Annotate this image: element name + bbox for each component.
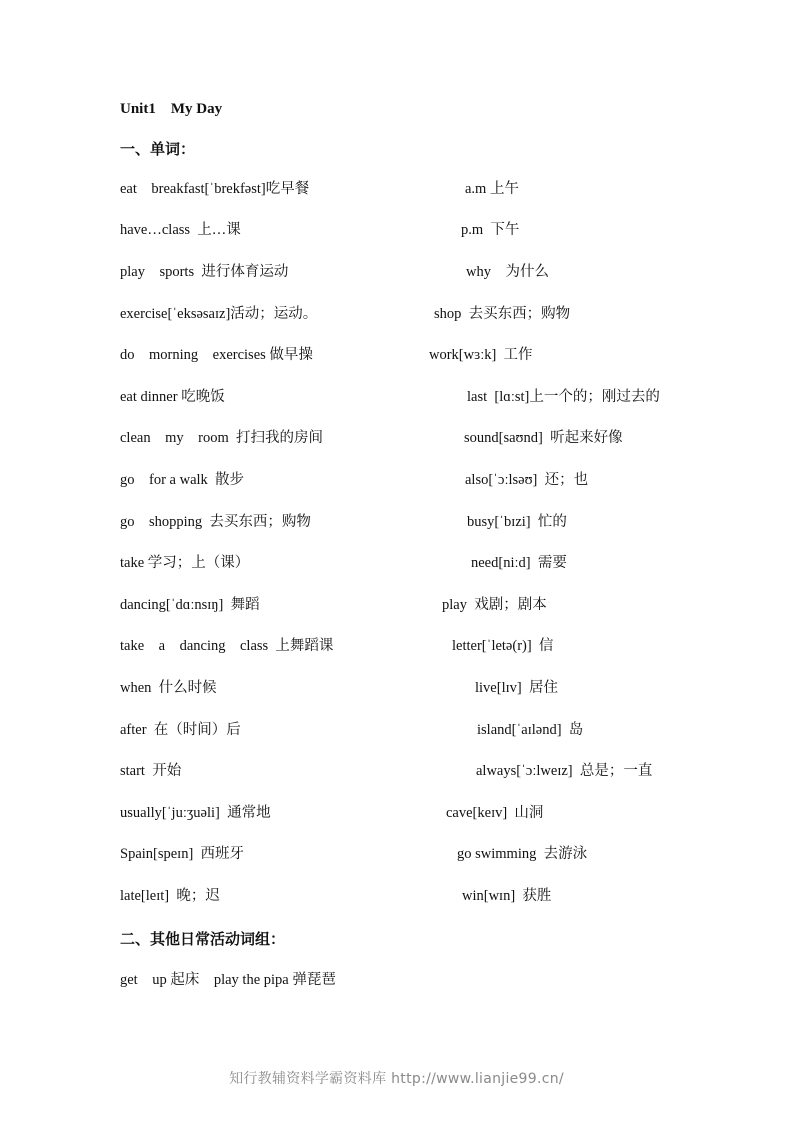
vocab-left: usually[ˈjuːʒuəli] 通常地	[120, 805, 271, 821]
vocab-left: after 在（时间）后	[120, 722, 241, 738]
vocab-right: need[niːd] 需要	[471, 555, 567, 571]
vocab-row	[0, 178, 793, 200]
document-title: Unit1 My Day	[120, 101, 223, 117]
vocab-left: eat dinner 吃晚饭	[120, 389, 225, 405]
section-heading-phrases: 二、其他日常活动词组：	[120, 930, 286, 948]
vocab-left: take 学习；上（课）	[120, 555, 250, 571]
vocab-left: dancing[ˈdɑːnsɪŋ] 舞蹈	[120, 597, 260, 613]
vocab-right: letter[ˈletə(r)] 信	[452, 638, 554, 654]
vocab-left: play sports 进行体育运动	[120, 264, 289, 280]
vocab-row	[0, 303, 793, 325]
vocab-left: have…class 上…课	[120, 222, 241, 238]
vocab-left: eat breakfast[ˈbrekfəst]吃早餐	[120, 181, 310, 197]
vocab-left: start 开始	[120, 763, 182, 779]
vocab-right: sound[saʊnd] 听起来好像	[464, 430, 623, 446]
vocab-row	[0, 219, 793, 241]
vocab-right: play 戏剧；剧本	[442, 597, 547, 613]
vocab-row	[0, 261, 793, 283]
vocab-row	[0, 760, 793, 782]
vocab-right: p.m 下午	[461, 222, 520, 238]
vocab-right: also[ˈɔːlsəʊ] 还；也	[465, 472, 589, 488]
vocab-row	[0, 552, 793, 574]
vocab-row	[0, 469, 793, 491]
phrase-line: get up 起床 play the pipa 弹琵琶	[120, 972, 336, 988]
vocab-right: a.m 上午	[465, 181, 519, 197]
vocab-right: island[ˈaɪlənd] 岛	[477, 722, 584, 738]
vocab-right: shop 去买东西；购物	[434, 306, 571, 322]
vocab-right: cave[keɪv] 山洞	[446, 805, 544, 821]
vocab-row	[0, 511, 793, 533]
vocab-right: busy[ˈbɪzi] 忙的	[467, 514, 567, 530]
vocab-row	[0, 677, 793, 699]
vocab-row	[0, 594, 793, 616]
vocab-left: when 什么时候	[120, 680, 217, 696]
vocab-left: exercise[ˈeksəsaɪz]活动；运动。	[120, 306, 318, 322]
vocab-right: win[wɪn] 获胜	[462, 888, 552, 904]
vocab-row	[0, 386, 793, 408]
vocab-left: late[leɪt] 晚；迟	[120, 888, 220, 904]
vocab-row	[0, 843, 793, 865]
vocab-left: Spain[speɪn] 西班牙	[120, 846, 245, 862]
vocab-right: why 为什么	[466, 264, 549, 280]
vocab-left: go shopping 去买东西；购物	[120, 514, 311, 530]
vocab-right: work[wɜːk] 工作	[429, 347, 533, 363]
footer-watermark: 知行教辅资料学霸资料库 http://www.lianjie99.cn/	[229, 1071, 564, 1087]
vocab-right: go swimming 去游泳	[457, 846, 588, 862]
vocab-right: live[lɪv] 居住	[475, 680, 558, 696]
section-heading-vocabulary: 一、单词：	[120, 140, 196, 158]
vocab-left: take a dancing class 上舞蹈课	[120, 638, 334, 654]
vocab-row	[0, 802, 793, 824]
vocab-row	[0, 427, 793, 449]
vocab-left: go for a walk 散步	[120, 472, 245, 488]
vocab-right: always[ˈɔːlweɪz] 总是；一直	[476, 763, 653, 779]
vocab-left: do morning exercises 做早操	[120, 347, 313, 363]
vocab-row	[0, 885, 793, 907]
vocab-row	[0, 719, 793, 741]
vocab-row	[0, 344, 793, 366]
vocab-right: last [lɑːst]上一个的；刚过去的	[467, 389, 660, 405]
vocab-left: clean my room 打扫我的房间	[120, 430, 323, 446]
vocab-row	[0, 635, 793, 657]
